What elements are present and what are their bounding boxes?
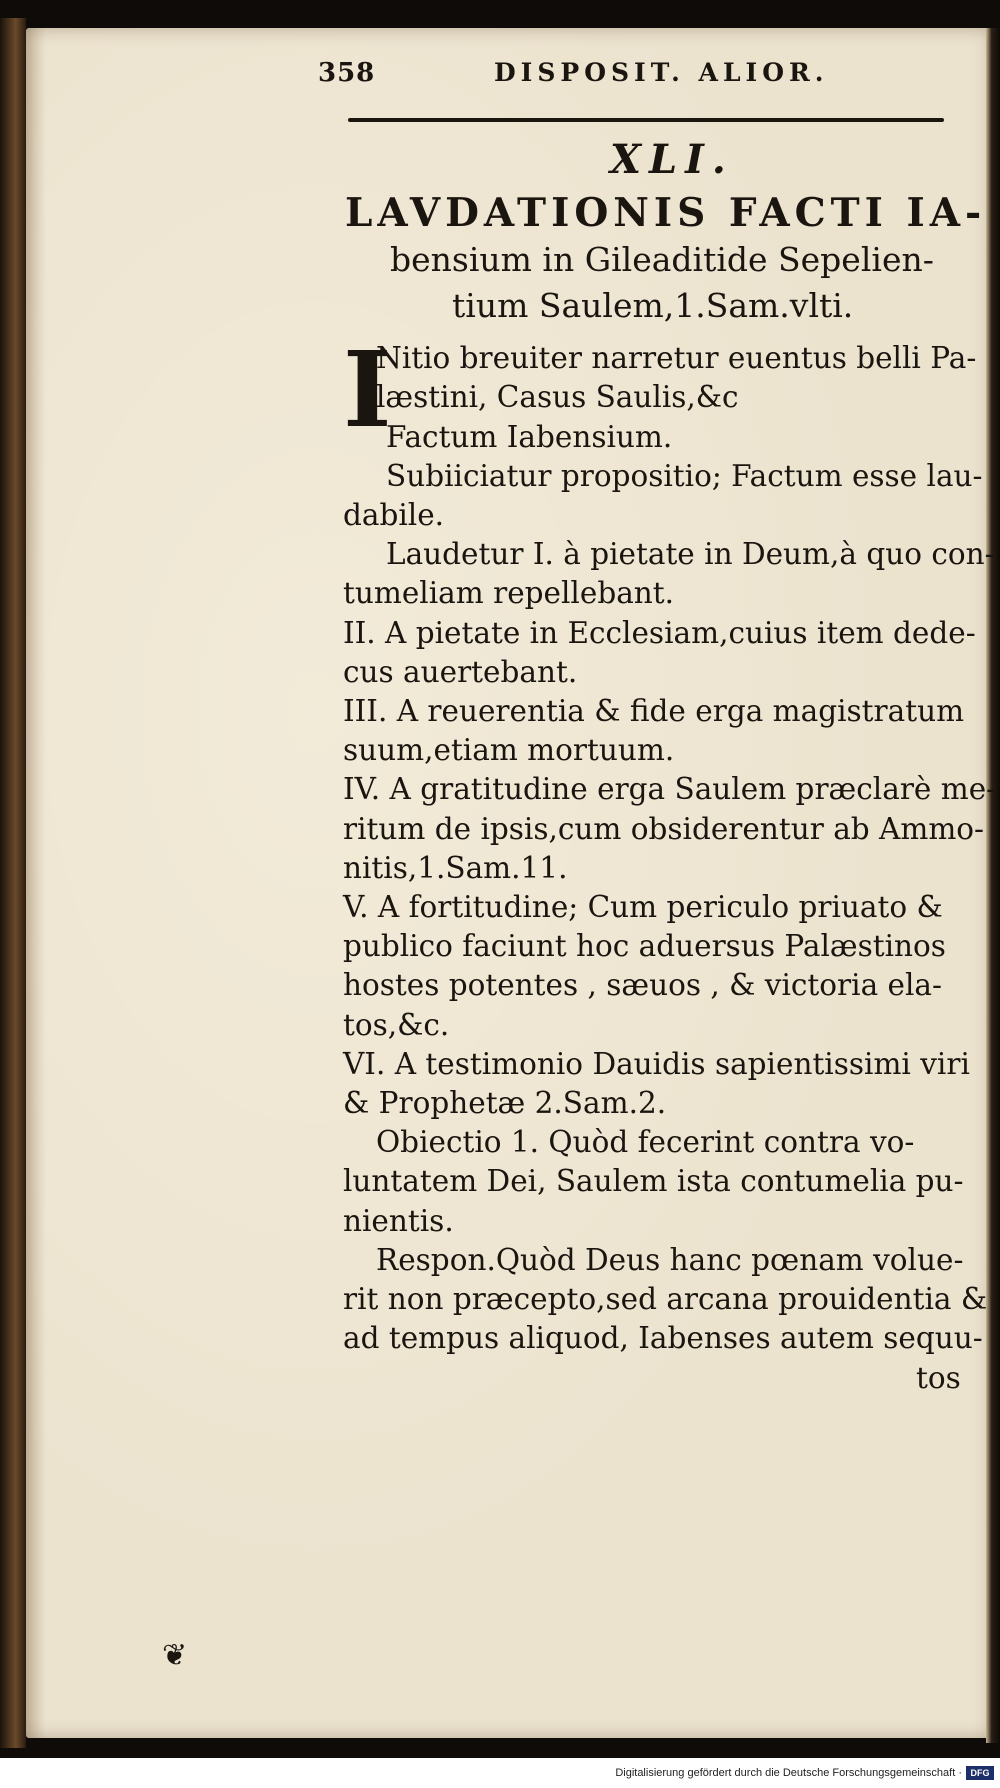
text-line: V. A fortitudine; Cum periculo priuato & [343, 890, 943, 924]
text-line: tumeliam repellebant. [343, 576, 675, 610]
text-line: nitis,1.Sam.11. [343, 851, 568, 885]
text-line: suum,etiam mortuum. [343, 733, 675, 767]
text-line: nientis. [343, 1204, 454, 1238]
text-line: ad tempus aliquod, Iabenses autem sequu- [343, 1321, 983, 1355]
header-rule [348, 118, 944, 122]
text-line: dabile. [343, 498, 445, 532]
text-line: tos,&c. [343, 1008, 450, 1042]
running-title: DISPOSIT. ALIOR. [494, 58, 829, 87]
running-head [318, 58, 958, 94]
text-line: Factum Iabensium. [386, 420, 673, 454]
text-line: luntatem Dei, Saulem ista contumelia pu- [343, 1164, 964, 1198]
text-line: Obiectio 1. Quòd fecerint contra vo- [376, 1125, 915, 1159]
text-line: rit non præcepto,sed arcana prouidentia & [343, 1282, 988, 1316]
text-line: Subiiciatur propositio; Factum esse lau- [386, 459, 983, 493]
text-line: & Prophetæ 2.Sam.2. [343, 1086, 667, 1120]
section-title-line: LAVDATIONIS FACTI IA- [345, 190, 987, 236]
text-line: Nitio breuiter narretur euentus belli Pa- [376, 341, 977, 375]
text-line: cus auertebant. [343, 655, 578, 689]
section-title-line: bensium in Gileaditide Sepelien- [390, 240, 934, 279]
text-line: hostes potentes , sæuos , & victoria ela- [343, 968, 942, 1002]
page-fore-edge [986, 28, 1000, 1743]
section-title-line: tium Saulem,1.Sam.vlti. [452, 286, 854, 325]
section-numeral: XLI. [610, 136, 734, 183]
funding-credit: Digitalisierung gefördert durch die Deutsche Forschungsgemeinschaft · [615, 1767, 962, 1779]
text-line: II. A pietate in Ecclesiam,cuius item dede- [343, 616, 976, 650]
text-line: III. A reuerentia & fide erga magistratum [343, 694, 965, 728]
text-line: ritum de ipsis,cum obsiderentur ab Ammo- [343, 812, 985, 846]
text-line: Respon.Quòd Deus hanc pœnam volue- [376, 1243, 964, 1277]
text-line: læstini, Casus Saulis,&c [376, 380, 739, 414]
text-line: Laudetur I. à pietate in Deum,à quo con- [386, 537, 995, 571]
text-line: publico faciunt hoc aduersus Palæstinos [343, 929, 946, 963]
dfg-logo: DFG [966, 1766, 994, 1780]
catchword: tos [916, 1361, 961, 1395]
drop-capital: I [343, 328, 392, 451]
text-line: IV. A gratitudine erga Saulem præclarè me- [343, 772, 997, 806]
page-number: 358 [318, 58, 376, 88]
text-line: VI. A testimonio Dauidis sapientissimi viri [343, 1047, 970, 1081]
fleuron-ornament: ❦ [162, 1638, 188, 1673]
book-spine-edge [0, 18, 26, 1748]
